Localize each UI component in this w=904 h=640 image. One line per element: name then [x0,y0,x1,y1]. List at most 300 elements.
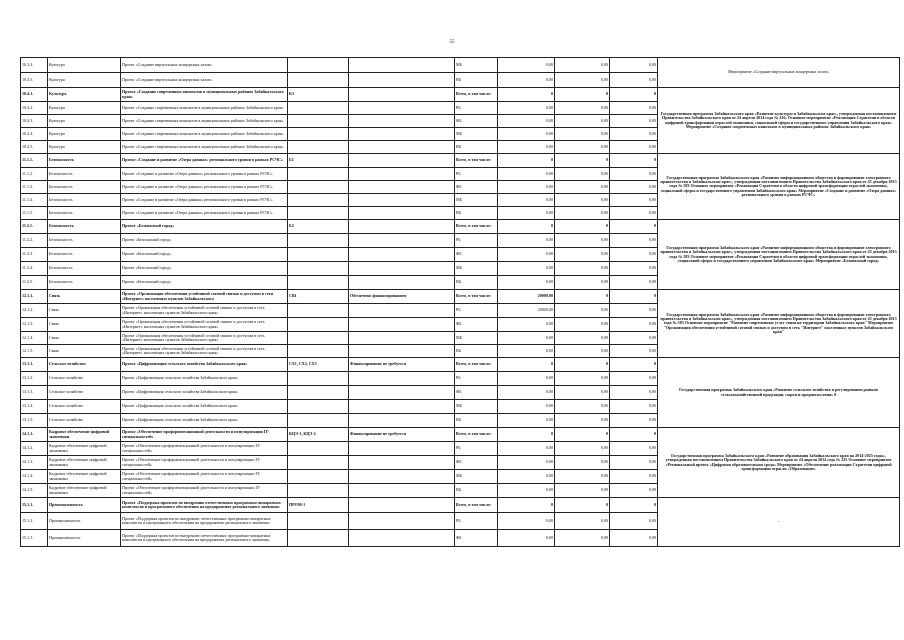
row-code: 14.1.1. [21,428,48,442]
row-financing-note [349,498,455,513]
row-indicator [288,304,349,318]
table-row [21,428,900,442]
row-code: 15.1.1. [21,498,48,513]
row-sector: Безопасность [48,276,121,290]
row-value-1: 0,00 [498,58,555,73]
row-value-1: 0,00 [498,530,555,547]
row-indicator: К3 [288,88,349,102]
row-financing-note [349,194,455,207]
row-financing-note [349,141,455,154]
row-code: 12.1.2. [21,304,48,318]
row-project: Проект «Безопасный город» [121,234,288,248]
row-indicator [288,168,349,181]
row-value-2: 0,00 [555,128,610,141]
row-value-3: 0,00 [610,181,658,194]
row-source: ФБ [455,181,498,194]
row-project: Проект «Создание виртуальных концертных залов» [121,58,288,73]
row-value-1: 0,00 [498,128,555,141]
row-indicator [288,456,349,470]
row-indicator [288,470,349,484]
row-value-2: 0,00 [555,115,610,128]
row-source: Всего, в том числе: [455,498,498,513]
row-project: Проект «Создание и развитие «Озера данных» регионального уровня в рамках РСЧС» [121,181,288,194]
row-code: 14.1.5. [21,484,48,498]
row-value-2: 0,00 [555,141,610,154]
row-value-3: 0 [610,88,658,102]
row-value-2: 0,00 [555,513,610,530]
row-source: МБ [455,58,498,73]
row-value-1: 0 [498,88,555,102]
row-code: 10.4.1. [21,88,48,102]
row-code: 11.2.3. [21,248,48,262]
row-value-2: 0,00 [555,442,610,456]
row-project: Проект «Организация обеспечения устойчивой сотовой связью и доступом в сеть «Интернет» населенных пунктов Забайкальского края» [121,332,288,345]
row-financing-note: Финансирование не требуется [349,428,455,442]
row-financing-note [349,88,455,102]
row-value-3: 0,00 [610,372,658,386]
row-project: Проект «Цифровизация сельского хозяйства Забайкальского края» [121,414,288,428]
row-value-3: 0,00 [610,513,658,530]
row-code: 12.1.5. [21,345,48,358]
row-value-3: 0,00 [610,530,658,547]
row-value-2: 0,00 [555,194,610,207]
row-source: ВБ [455,414,498,428]
row-project: Проект «Безопасный город» [121,248,288,262]
row-financing-note [349,332,455,345]
row-financing-note [349,442,455,456]
row-code: 12.1.4. [21,332,48,345]
row-project: Проект «Безопасный город» [121,220,288,234]
row-project: Проект «Создание виртуальных концертных залов» [121,73,288,88]
row-value-3: 0,00 [610,194,658,207]
row-code: 14.1.3. [21,456,48,470]
row-value-2: 0,00 [555,168,610,181]
row-sector: Связь [48,345,121,358]
row-sector: Культура [48,88,121,102]
row-indicator [288,276,349,290]
row-source: МБ [455,400,498,414]
row-code: 13.1.2. [21,372,48,386]
row-project: Проект «Организация обеспечения устойчивой сотовой связью и доступом в сеть «Интернет» населенных пунктов Забайкальского края» [121,318,288,332]
row-source: ФБ [455,115,498,128]
row-value-2: 0,00 [555,276,610,290]
row-value-1: 0,00 [498,276,555,290]
row-project: Проект «Безопасный город» [121,262,288,276]
row-sector: Кадровое обеспечение цифровой экономики [48,442,121,456]
row-value-3: 0,00 [610,386,658,400]
row-financing-note [349,168,455,181]
row-sector: Безопасность [48,207,121,220]
row-indicator [288,530,349,547]
row-value-1: 0 [498,220,555,234]
row-value-1: 0,00 [498,513,555,530]
row-value-3: 0 [610,498,658,513]
row-sector: Сельское хозяйство [48,372,121,386]
row-value-3: 0 [610,290,658,304]
row-value-2: 0,00 [555,530,610,547]
row-code: 13.1.5. [21,414,48,428]
row-financing-note [349,513,455,530]
row-value-3: 0,00 [610,304,658,318]
table-row [21,220,900,234]
row-financing-note [349,372,455,386]
row-financing-note [349,207,455,220]
row-sector: Связь [48,332,121,345]
program-description: - [658,498,900,547]
row-source: ФБ [455,318,498,332]
row-source: ВБ [455,73,498,88]
row-source: ВБ [455,345,498,358]
row-value-1: 0,00 [498,262,555,276]
row-indicator: Б1 [288,154,349,168]
row-value-3: 0,00 [610,128,658,141]
row-sector: Кадровое обеспечение цифровой экономики [48,428,121,442]
row-value-1: 0,00 [498,400,555,414]
row-financing-note [349,470,455,484]
row-sector: Кадровое обеспечение цифровой экономики [48,456,121,470]
row-sector: Безопасность [48,154,121,168]
row-financing-note [349,276,455,290]
row-code: 13.1.4. [21,400,48,414]
row-value-3: 0,00 [610,456,658,470]
row-project: Проект «Создание современных кинозалов в муниципальных районах Забайкальского края» [121,102,288,115]
row-indicator [288,248,349,262]
row-value-1: 0,00 [498,414,555,428]
row-source: ВБ [455,276,498,290]
row-value-1: 0,00 [498,141,555,154]
row-source: ФБ [455,530,498,547]
row-sector: Культура [48,73,121,88]
row-project: Проект «Поддержка проектов по внедрению отечественных программно-аппаратных комплексов и программного обеспечения на предприятиях регионального значения» [121,498,288,513]
row-financing-note [349,262,455,276]
row-value-3: 0,00 [610,58,658,73]
row-sector: Сельское хозяйство [48,400,121,414]
row-value-2: 0,00 [555,345,610,358]
row-value-2: 0,00 [555,332,610,345]
row-project: Проект «Цифровизация сельского хозяйства Забайкальского края» [121,386,288,400]
row-indicator [288,102,349,115]
row-source: МБ [455,470,498,484]
row-source: ФБ [455,456,498,470]
row-indicator [288,318,349,332]
row-value-3: 0,00 [610,115,658,128]
row-value-1: 0,00 [498,73,555,88]
row-value-1: 0,00 [498,470,555,484]
row-financing-note [349,400,455,414]
row-project: Проект «Цифровизация сельского хозяйства Забайкальского края» [121,358,288,372]
row-financing-note [349,304,455,318]
row-source: РБ [455,372,498,386]
row-source: Всего, в том числе: [455,154,498,168]
row-value-2: 0 [555,154,610,168]
row-indicator [288,73,349,88]
row-code: 11.2.5. [21,276,48,290]
row-indicator [288,372,349,386]
row-sector: Промышленность [48,498,121,513]
row-value-3: 0 [610,154,658,168]
row-code: 12.1.1. [21,290,48,304]
row-code: 13.1.1. [21,358,48,372]
table-row [21,498,900,513]
row-source: РБ [455,168,498,181]
row-source: Всего, в том числе: [455,290,498,304]
row-value-3: 0,00 [610,470,658,484]
row-value-1: 0,00 [498,345,555,358]
row-financing-note [349,386,455,400]
row-value-1: 0,00 [498,484,555,498]
table-row [21,290,900,304]
row-value-2: 0,00 [555,102,610,115]
row-project: Проект «Создание современных кинозалов в муниципальных районах Забайкальского края» [121,141,288,154]
row-code: 15.1.3. [21,530,48,547]
row-value-1: 0,00 [498,168,555,181]
row-sector: Безопасность [48,181,121,194]
row-financing-note [349,414,455,428]
row-value-2: 0,00 [555,400,610,414]
row-value-3: 0,00 [610,276,658,290]
row-source: Всего, в том числе: [455,88,498,102]
program-description: Государственная программа Забайкальского края «Развитие образования Забайкальского края на 2014-2025 годы», утвержденная постановлением Правительства Забайкальского края от 24 апреля 2014 года № 225 Основное мероприятие «Региональный проект «Цифровая образовательная среда» Мероприятие «Обеспечение реализации Стратегии цифровой трансформации отрасли «Образование» [658,428,900,498]
program-description: Государственная программа Забайкальского края «Развитие информационного общества и формирование электронного правительства в Забайкальском крае», утвержденная постановлением Правительства Забайкальского края от 25 декабря 2013 года № 583 Основное мероприятие «Реализация Стратегии в области цифровой трансформации отраслей экономики, социальной сферы и государственного управления Забайкальского края» Мероприятие «Безопасный город» [658,220,900,290]
row-value-1: 0,00 [498,248,555,262]
row-sector: Кадровое обеспечение цифровой экономики [48,470,121,484]
row-code: 10.4.4. [21,128,48,141]
row-code: 10.3.4. [21,58,48,73]
row-project: Проект «Создание современных кинозалов в муниципальных районах Забайкальского края» [121,128,288,141]
row-project: Проект «Цифровизация сельского хозяйства Забайкальского края» [121,400,288,414]
row-code: 11.1.1. [21,154,48,168]
row-sector: Безопасность [48,168,121,181]
row-code: 14.1.4. [21,470,48,484]
row-project: Проект «Создание современных кинозалов в муниципальных районах Забайкальского края» [121,115,288,128]
row-financing-note: Обеспечено финансированием [349,290,455,304]
row-financing-note [349,115,455,128]
row-project: Проект «Цифровизация сельского хозяйства Забайкальского края» [121,372,288,386]
row-source: Всего, в том числе: [455,358,498,372]
row-value-2: 0,00 [555,470,610,484]
row-financing-note [349,58,455,73]
table-row [21,58,900,73]
table-body [21,58,900,547]
row-value-3: 0,00 [610,442,658,456]
row-source: МБ [455,262,498,276]
row-code: 10.4.3. [21,115,48,128]
row-value-2: 0,00 [555,207,610,220]
row-financing-note [349,248,455,262]
row-value-2: 0,00 [555,73,610,88]
row-code: 11.1.5. [21,207,48,220]
row-value-2: 0,00 [555,484,610,498]
row-source: ФБ [455,248,498,262]
row-indicator: ПРОМ-1 [288,498,349,513]
row-financing-note [349,456,455,470]
row-sector: Культура [48,141,121,154]
row-source: РБ [455,234,498,248]
row-sector: Безопасность [48,234,121,248]
row-indicator [288,128,349,141]
row-financing-note [349,154,455,168]
row-code: 12.1.3. [21,318,48,332]
row-value-2: 0 [555,358,610,372]
row-indicator: КЦЭ-1, КЦЭ-2 [288,428,349,442]
row-value-2: 0 [555,220,610,234]
row-code: 11.2.2. [21,234,48,248]
page-number: 55 [449,40,455,45]
row-sector: Связь [48,318,121,332]
row-value-1: 0,00 [498,386,555,400]
row-project: Проект «Безопасный город» [121,276,288,290]
row-financing-note [349,73,455,88]
row-sector: Сельское хозяйство [48,358,121,372]
row-source: РБ [455,304,498,318]
row-code: 10.3.5. [21,73,48,88]
row-value-1: 0,00 [498,442,555,456]
row-financing-note [349,484,455,498]
row-code: 15.1.2. [21,513,48,530]
row-financing-note [349,234,455,248]
row-sector: Безопасность [48,220,121,234]
row-value-1: 0,00 [498,332,555,345]
row-source: МБ [455,128,498,141]
row-project: Проект «Поддержка проектов по внедрению отечественных программно-аппаратных комплексов и программного обеспечения на предприятиях регионального значения» [121,513,288,530]
row-indicator: СХ1, СХ2, СХ3 [288,358,349,372]
row-value-1: 0,00 [498,194,555,207]
row-code: 13.1.3. [21,386,48,400]
row-code: 11.1.3. [21,181,48,194]
row-indicator: Б2 [288,220,349,234]
row-source: РБ [455,442,498,456]
row-value-2: 0,00 [555,414,610,428]
row-source: РБ [455,513,498,530]
row-value-2: 0,00 [555,318,610,332]
row-value-1: 0,00 [498,318,555,332]
row-sector: Связь [48,290,121,304]
row-value-1: 0,00 [498,372,555,386]
row-indicator [288,345,349,358]
row-indicator [288,400,349,414]
row-value-3: 0,00 [610,318,658,332]
row-project: Проект «Обеспечение профориентационной деятельности и популяризации IT-специальностей» [121,484,288,498]
row-sector: Связь [48,304,121,318]
row-source: ВБ [455,484,498,498]
row-value-1: 0,00 [498,207,555,220]
row-sector: Безопасность [48,262,121,276]
row-value-2: 0,00 [555,304,610,318]
row-value-3: 0,00 [610,141,658,154]
row-project: Проект «Создание и развитие «Озера данных» регионального уровня в рамках РСЧС» [121,168,288,181]
row-value-2: 0,00 [555,234,610,248]
row-code: 14.1.2. [21,442,48,456]
row-project: Проект «Создание и развитие «Озера данных» регионального уровня в рамках РСЧС» [121,207,288,220]
row-indicator [288,194,349,207]
row-value-1: 0 [498,498,555,513]
row-value-1: 20000,00 [498,290,555,304]
row-project: Проект «Обеспечение профориентационной деятельности и популяризации IT-специальностей» [121,470,288,484]
row-indicator [288,207,349,220]
row-source: ВБ [455,207,498,220]
row-indicator [288,414,349,428]
row-value-3: 0,00 [610,400,658,414]
row-indicator [288,262,349,276]
row-sector: Сельское хозяйство [48,386,121,400]
row-value-1: 0,00 [498,115,555,128]
row-source: Всего, в том числе: [455,428,498,442]
row-code: 11.2.1. [21,220,48,234]
row-project: Проект «Создание и развитие «Озера данных» регионального уровня в рамках РСЧС» [121,154,288,168]
row-value-3: 0,00 [610,168,658,181]
row-sector: Культура [48,102,121,115]
row-value-3: 0,00 [610,484,658,498]
row-indicator [288,442,349,456]
row-sector: Промышленность [48,513,121,530]
row-value-3: 0,00 [610,414,658,428]
row-source: МБ [455,332,498,345]
row-sector: Безопасность [48,248,121,262]
row-value-2: 0,00 [555,262,610,276]
row-sector: Культура [48,115,121,128]
row-value-2: 0 [555,88,610,102]
row-value-2: 0,00 [555,181,610,194]
row-sector: Культура [48,58,121,73]
row-value-3: 0,00 [610,102,658,115]
row-source: РБ [455,102,498,115]
row-value-3: 0 [610,220,658,234]
row-code: 11.2.4. [21,262,48,276]
row-value-3: 0,00 [610,207,658,220]
row-sector: Промышленность [48,530,121,547]
row-value-3: 0,00 [610,234,658,248]
row-source: МБ [455,194,498,207]
row-value-3: 0,00 [610,345,658,358]
row-financing-note [349,181,455,194]
row-value-2: 0,00 [555,456,610,470]
row-project: Проект «Создание и развитие «Озера данных» регионального уровня в рамках РСЧС» [121,194,288,207]
row-sector: Кадровое обеспечение цифровой экономики [48,484,121,498]
row-value-2: 0,00 [555,58,610,73]
row-value-3: 0,00 [610,73,658,88]
row-indicator [288,332,349,345]
row-indicator [288,484,349,498]
row-value-3: 0 [610,428,658,442]
row-value-2: 0 [555,498,610,513]
row-financing-note [349,128,455,141]
row-value-3: 0,00 [610,262,658,276]
row-indicator [288,234,349,248]
row-indicator [288,141,349,154]
row-value-3: 0,00 [610,332,658,345]
row-code: 11.1.4. [21,194,48,207]
row-sector: Культура [48,128,121,141]
row-financing-note [349,345,455,358]
row-value-1: 0 [498,154,555,168]
row-value-2: 0,00 [555,386,610,400]
row-value-1: 0,00 [498,234,555,248]
row-financing-note [349,530,455,547]
row-code: 11.1.2. [21,168,48,181]
row-financing-note [349,318,455,332]
row-value-3: 0,00 [610,248,658,262]
row-project: Проект «Организация обеспечения устойчивой сотовой связью и доступом в сеть «Интернет» населенных пунктов Забайкальского края» [121,345,288,358]
row-project: Проект «Обеспечение профориентационной деятельности и популяризации IT-специальностей» [121,442,288,456]
program-description: Государственная программа Забайкальского края «Развитие культуры в Забайкальском крае», утвержденная постановлением Правительства Забайкальского края от 24 апреля 2014 года № 236; Основное мероприятие «Реализация Стратегии в области цифровой трансформации отраслей экономики, социальной сферы и государственного управления Забайкальского края» Мероприятие «Создание современных кинозалов в муниципальных районах Забайкальского края» [658,88,900,154]
row-financing-note [349,102,455,115]
row-value-2: 0 [555,290,610,304]
row-indicator [288,386,349,400]
row-value-1: 0,00 [498,456,555,470]
table-row [21,358,900,372]
program-description: Государственная программа Забайкальского края «Развитие информационного общества и формирование электронного правительства в Забайкальском крае», утвержденная постановлением Правительства Забайкальского края от 25 декабря 2013 года № 583 Основное мероприятие «Реализация Стратегии в области цифровой трансформации отраслей экономики, социальной сферы и государственного управления Забайкальского края» Мероприятие «Создание и развитие «Озера данных» регионального уровня в рамках РСЧС» [658,154,900,220]
row-project: Проект «Обеспечение профориентационной деятельности и популяризации IT-специальностей» [121,456,288,470]
